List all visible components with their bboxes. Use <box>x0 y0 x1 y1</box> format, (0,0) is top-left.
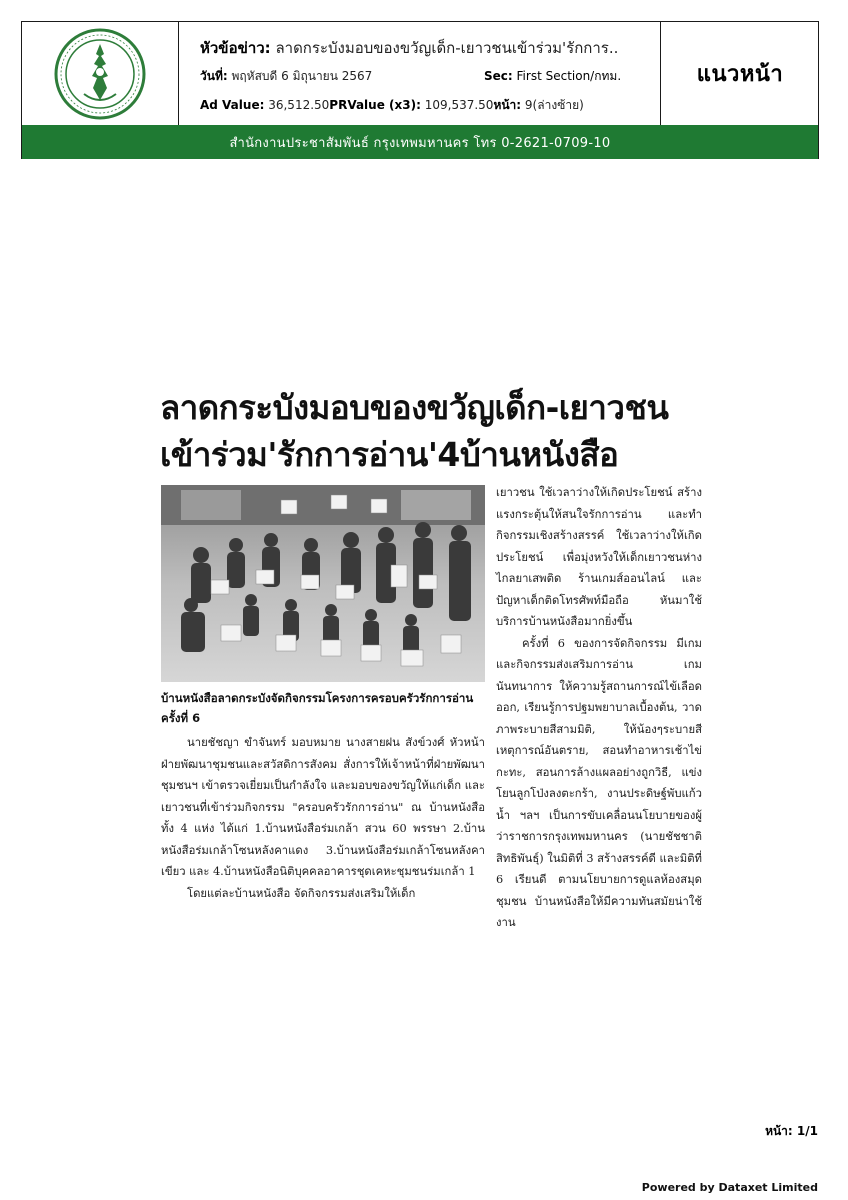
page-label: หน้า: <box>493 98 522 112</box>
headline-value: ลาดกระบังมอบของขวัญเด็ก-เยาวชนเข้าร่วม'รักการ.. <box>275 39 619 57</box>
article-photo <box>161 485 485 682</box>
article-paragraph: นายชัชญา ขำจันทร์ มอบหมาย นางสายฝน สังข์วงศ์ หัวหน้าฝ่ายพัฒนาชุมชนและสวัสดิการสังคม สั่งการให้เจ้าหน้าที่ฝ่ายพัฒนาชุมชนฯ เข้าตรวจเยี่ยมเป็นกำลังใจ และมอบของขวัญให้แก่เด็ก และเยาวชนที่เข้าร่วมกิจกรรม "ครอบครัวรักการอ่าน" ณ บ้านหนังสือทั้ง 4 แห่ง ได้แก่ 1.บ้านหนังสือร่มเกล้า สวน 60 พรรษา 2.บ้านหนังสือร่มเกล้าโซนหลังคาแดง 3.บ้านหนังสือร่มเกล้าโซนหลังคาเขียว และ 4.บ้านหนังสือนิติบุคคลอาคารชุดเคหะชุมชนร่มเกล้า 1 <box>161 736 485 878</box>
article-paragraph: โดยแต่ละบ้านหนังสือ จัดกิจกรรมส่งเสริมให้เด็ก <box>187 886 416 900</box>
ad-label: Ad Value: <box>200 98 265 112</box>
bangkok-metropolitan-seal-icon <box>54 28 146 120</box>
powered-by: Powered by Dataxet Limited <box>641 1181 818 1194</box>
page-number-value: 1/1 <box>796 1124 818 1138</box>
page-number <box>765 1122 818 1141</box>
logo-cell <box>22 22 179 125</box>
page-value: 9(ล่างซ้าย) <box>524 98 584 112</box>
section-cell <box>660 22 819 125</box>
date-value: พฤหัสบดี 6 มิถุนายน 2567 <box>231 69 373 83</box>
section-meta <box>484 67 621 86</box>
clipping-header <box>21 21 819 159</box>
article-column-right <box>496 482 702 934</box>
photo-caption: บ้านหนังสือลาดกระบังจัดกิจกรรมโครงการครอบครัวรักการอ่าน ครั้งที่ 6 <box>161 691 474 725</box>
office-line: สำนักงานประชาสัมพันธ์ กรุงเทพมหานคร โทร 0-2621-0709-10 <box>229 135 611 151</box>
article-title-line1: ลาดกระบังมอบของขวัญเด็ก-เยาวชน <box>160 388 669 427</box>
group-photo-image <box>161 485 485 682</box>
office-bar <box>22 125 818 159</box>
pr-value: 109,537.50 <box>424 98 494 112</box>
article-title-line2: เข้าร่วม'รักการอ่าน'4บ้านหนังสือ <box>160 435 619 474</box>
value-meta <box>200 96 584 115</box>
newspaper-name: แนวหน้า <box>696 62 784 87</box>
article-paragraph: ครั้งที่ 6 ของการจัดกิจกรรม มีเกมและกิจกรรมส่งเสริมการอ่าน เกมนันทนาการ ให้ความรู้สถานการณ์ไข้เลือดออก, เรียนรู้การปฐมพยาบาลเบื้องต้น, วาดภาพระบายสีสามมิติ, ให้น้องๆระบายสีเหตุการณ์อันตราย, สอนทำอาหารเช้าไข่กะทะ, สอนการล้างแผลอย่างถูกวิธี, แข่งโยนลูกโป่งลงตะกร้า, งานประดิษฐ์พับแก้วน้ำ ฯลฯ เป็นการขับเคลื่อนนโยบายของผู้ว่าราชการกรุงเทพมหานคร (นายชัชชาติ สิทธิพันธุ์) ในมิติที่ 3 สร้างสรรค์ดี และมิติที่ 6 เรียนดี ตามนโยบายการดูแลห้องสมุดชุมชน บ้านหนังสือให้มีความทันสมัยน่าใช้งาน <box>496 636 702 929</box>
article-paragraph: เยาวชน ใช้เวลาว่างให้เกิดประโยชน์ สร้างแรงกระตุ้นให้สนใจรักการอ่าน และทำกิจกรรมเชิงสร้างสรรค์ ใช้เวลาว่างให้เกิดประโยชน์ เพื่อมุ่งหวังให้เด็กเยาวชนห่างไกลยาเสพติด ร้านเกมส์ออนไลน์ และปัญหาเด็กติดโทรศัพท์มือถือ หันมาใช้บริการบ้านหนังสือมากยิ่งขึ้น <box>496 486 702 628</box>
sec-value: First Section/กทม. <box>516 69 622 83</box>
sec-label: Sec: <box>484 69 513 83</box>
meta-cell <box>180 22 660 125</box>
pr-label: PRValue (x3): <box>329 98 421 112</box>
date-label: วันที่: <box>200 69 228 83</box>
ad-value: 36,512.50 <box>268 98 330 112</box>
headline-meta <box>200 36 618 60</box>
article-title <box>160 384 700 478</box>
page-number-label: หน้า: <box>765 1124 793 1138</box>
headline-label: หัวข้อข่าว: <box>200 39 271 57</box>
date-meta <box>200 67 372 86</box>
article-column-left <box>161 732 485 904</box>
